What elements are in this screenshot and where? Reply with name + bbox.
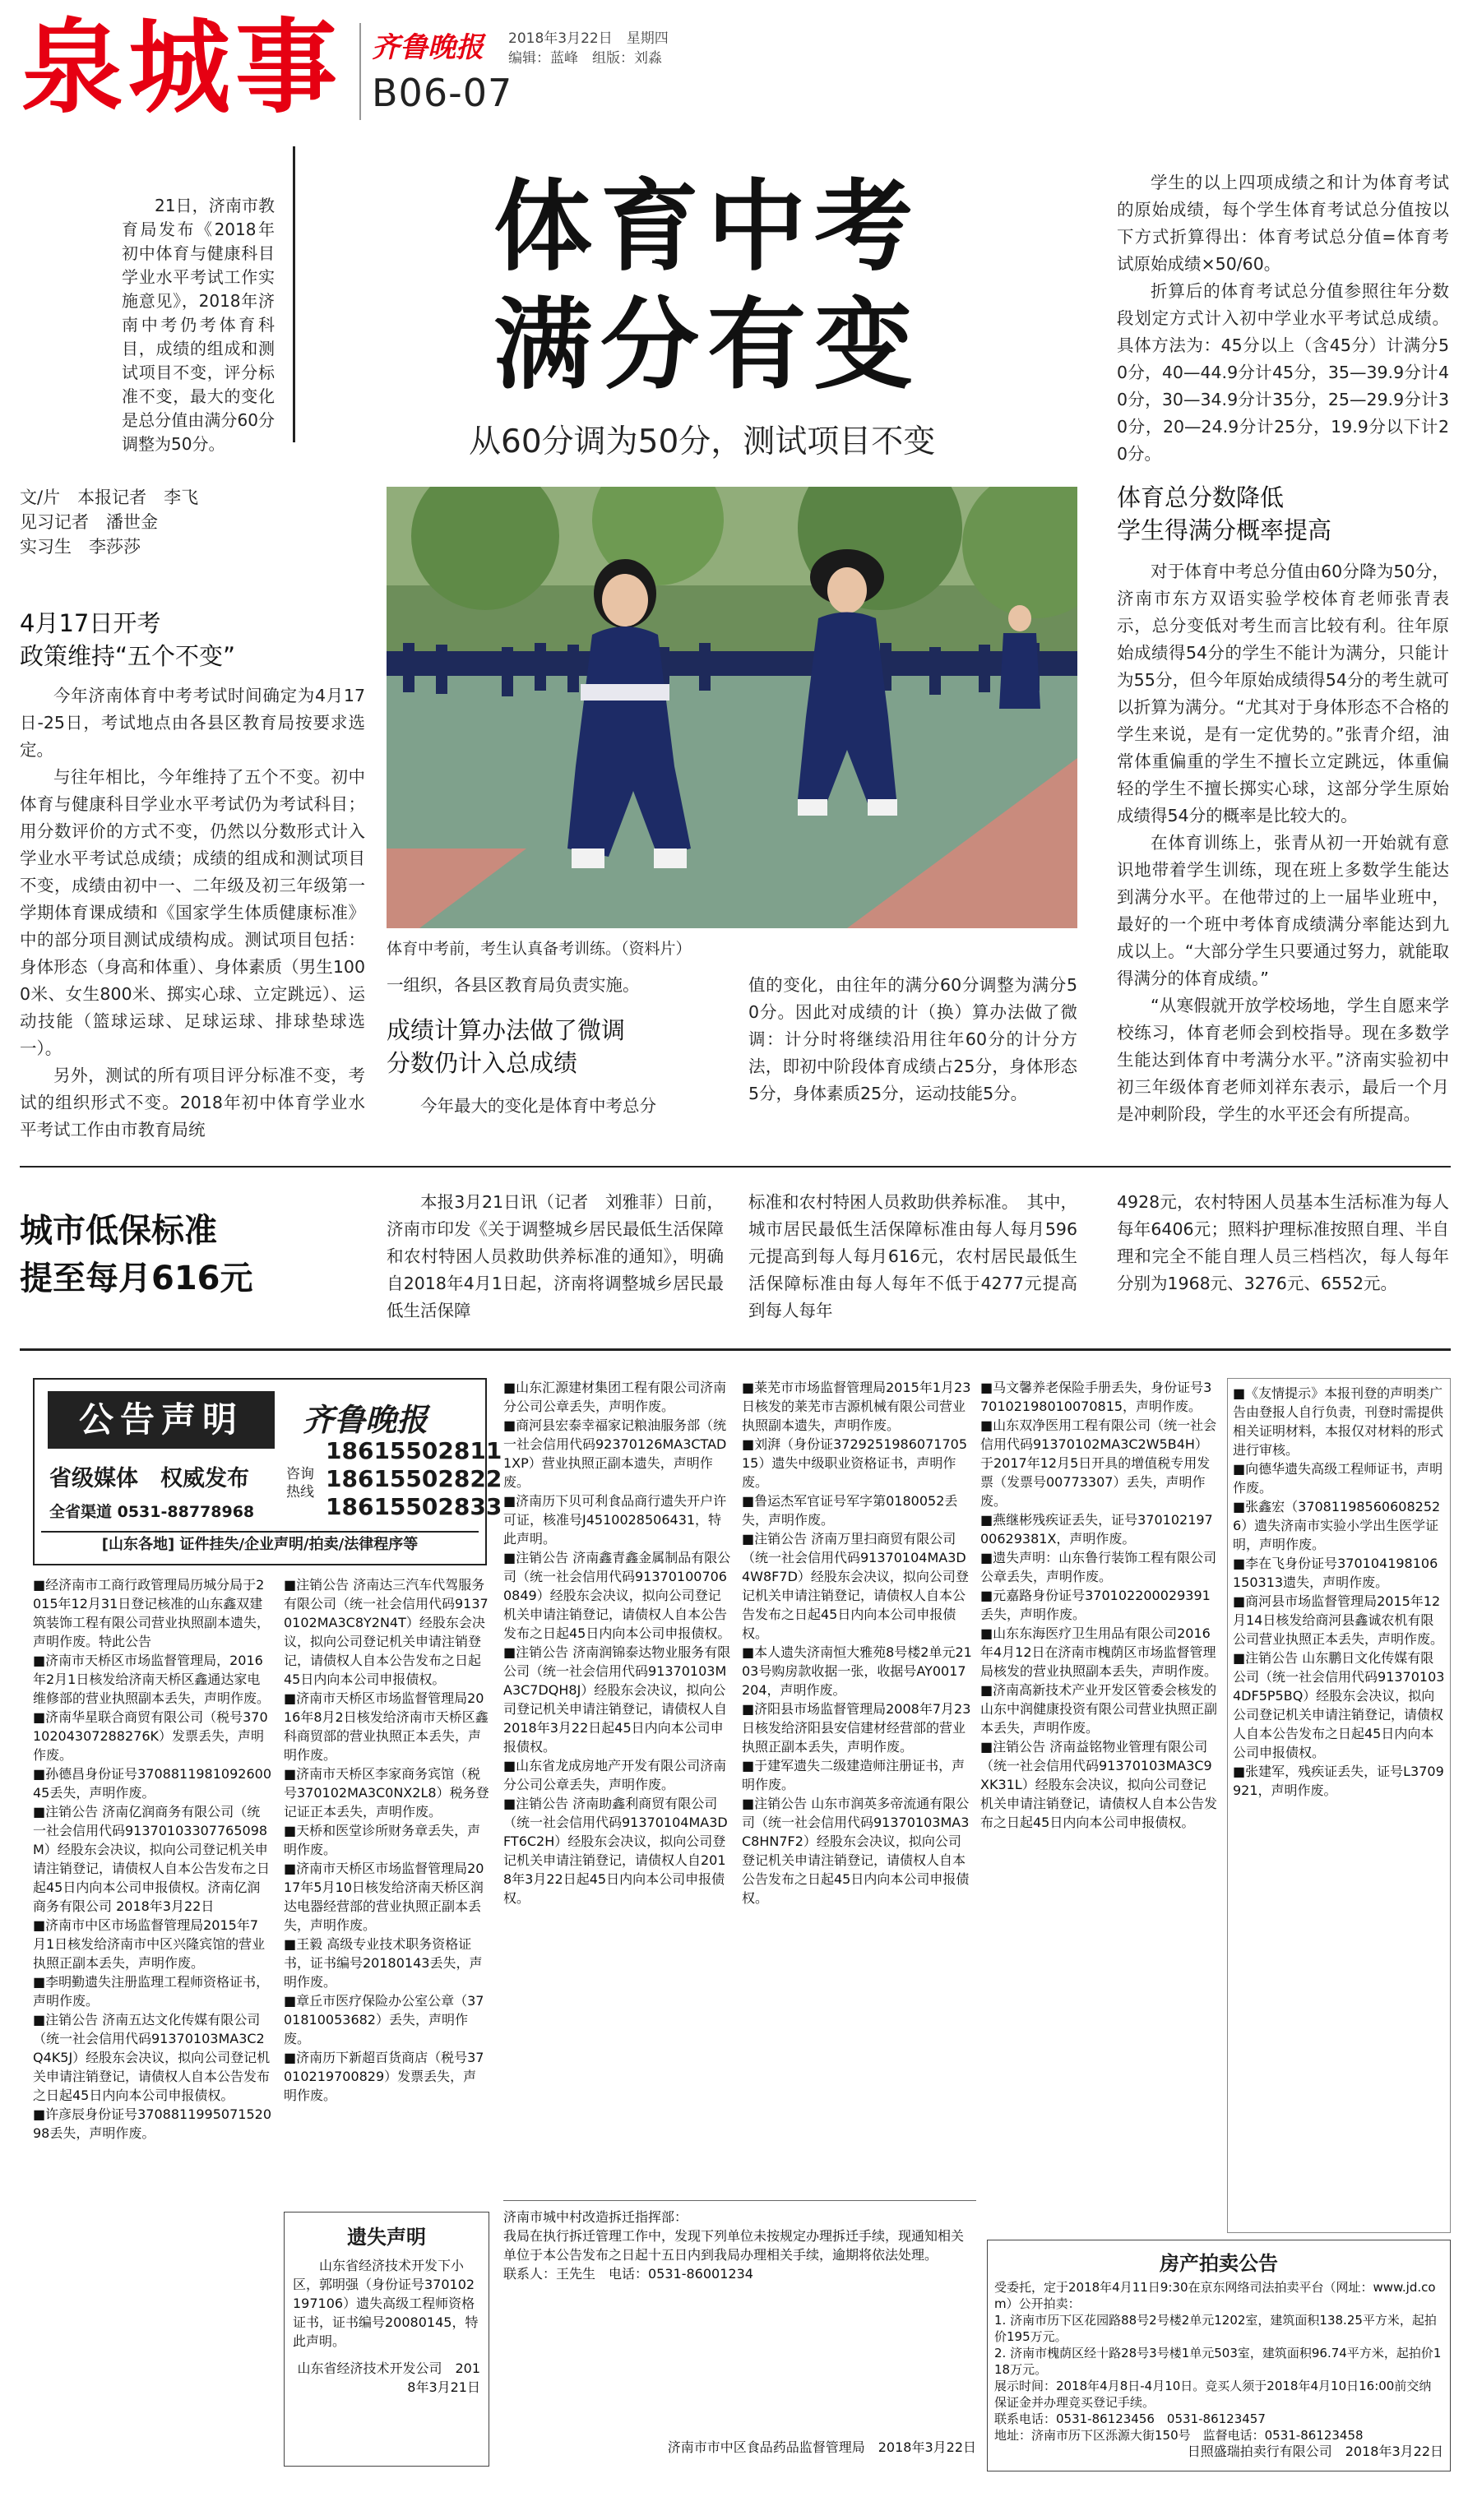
lead-rule [293, 146, 295, 442]
public-notice-body: 济南市城中村改造拆迁指挥部： 我局在执行拆迁管理工作中，发现下列单位未按规定办理拆迁手续，现通知相关单位于本公告发布之日起十五日内到我局办理相关手续，逾期将依法处理。 联系人：王先生 电话：0531-86001234 [503, 2209, 965, 2282]
right-subhead: 体育总分数降低 学生得满分概率提高 [1117, 483, 1332, 544]
editor-credits: 编辑：蓝峰 组版：刘淼 [508, 50, 662, 67]
column3 [748, 972, 1077, 1107]
column1-body [20, 682, 365, 1144]
paragraph: 与往年相比，今年维持了五个不变。初中体育与健康科目学业水平考试仍为考试科目；用分数评价的方式不变，仍然以分数形式计入学业水平考试总成绩；成绩的组成和测试项目不变，成绩由初中一、二年级及初三年级第一学期体育课成绩和《国家学生体质健康标准》中的部分项目测试成绩构成。测试项目包括：身体形态（身高和体重）、身体素质（男生1000米、女生800米、掷实心球、立定跳远）、运动技能（篮球运球、足球运球、排球垫球选一）。 [20, 767, 365, 1058]
column2 [387, 972, 715, 1120]
ad-column-3: ■山东汇源建材集团工程有限公司济南分公司公章丢失，声明作废。 ■商河县宏泰幸福家记粮油服务部（统一社会信用代码92370126MA3CTAD1XP）营业执照正副本遗失，声明作废。 ■济南历下贝可利食品商行遗失开户许可证，核准号J4510028506431，特此声明。 ■注销公告 济南鑫青鑫金属制品有限公司（统一社会信用代码913701007060849）经股东会决议，拟向公司登记机关申请注销登记，请债权人自本公告发布之日起45日内向本公司申报债权。 ■注销公告 济南润锦泰达物业服务有限公司（统一社会信用代码91370103MA3C7DQH8J）经股东会决议，拟向公司登记机关申请注销登记，请债权人自2018年3月22日起45日内向本公司申报债权。 ■山东省龙成房地产开发有限公司济南分公司公章丢失，声明作废。 ■注销公告 济南助鑫利商贸有限公司（统一社会信用代码91370104MA3DFT6C2H）经股东会决议，拟向公司登记机关申请注销登记，请债权人自2018年3月22日起45日内向本公司申报债权。 [503, 1380, 731, 1906]
lost-notice-body: 山东省经济技术开发下小区，郭明强（身份证号370102197106）遗失高级工程师资格证书，证书编号20080145，特此声明。 [293, 2258, 479, 2349]
masthead-divider [359, 23, 361, 120]
lost-notice-title: 遗失声明 [347, 2226, 426, 2249]
auction-box [987, 2240, 1451, 2471]
column2-subhead: 成绩计算办法做了微调 分数仍计入总成绩 [387, 1016, 626, 1077]
ad-inquiry-label: 咨询 热线 [286, 1466, 314, 1500]
column1-subhead: 4月17日开考 政策维持“五个不变” [20, 609, 236, 670]
headline-line-1: 体育中考 [493, 169, 921, 284]
news2-col2: 标准和农村特困人员救助供养标准。 其中，城市居民最低生活保障标准由每人每月596元提高到每人每月616元，农村居民最低生活保障标准由每人每年不低于4277元提高到每人每年 [748, 1192, 1077, 1320]
photo-caption: 体育中考前，考生认真备考训练。（资料片） [387, 940, 692, 958]
paragraph: 今年最大的变化是体育中考总分 [420, 1096, 656, 1116]
lost-notice-sign: 山东省经济技术开发公司 2018年3月21日 [297, 2360, 480, 2395]
ad-phone: 18615502811 [326, 1437, 502, 1464]
ad-header-label: 公告声明 [48, 1391, 275, 1449]
auction-sign: 日照盛瑞拍卖行有限公司 2018年3月22日 [1187, 2444, 1443, 2459]
ad-column-1: ■经济南市工商行政管理局历城分局于2015年12月31日登记核准的山东鑫双建筑装饰工程有限公司营业执照副本遗失，声明作废。特此公告 ■济南市天桥区市场监督管理局，2016年2月1日核发给济南天桥区鑫通达家电维修部的营业执照副本丢失，声明作废。 ■济南华星联合商贸有限公司（税号37010204307288276K）发票丢失，声明作废。 ■孙德昌身份证号370881198109260045丢失，声明作废。 ■注销公告 济南亿润商务有限公司（统一社会信用代码91370103307765098M）经股东会决议，拟向公司登记机关申请注销登记，请债权人自本公告发布之日起45日内向本公司申报债权。济南亿润商务有限公司 2018年3月22日 ■济南市中区市场监督管理局2015年7月1日核发给济南市中区兴隆宾馆的营业执照正副本丢失，声明作废。 ■李明勤遗失注册监理工程师资格证书，声明作废。 ■注销公告 济南五达文化传媒有限公司（统一社会信用代码91370103MA3C2Q4K5J）经股东会决议，拟向公司登记机关申请注销登记，请债权人自本公告发布之日起45日内向本公司申报债权。 ■许彦辰身份证号370881199507152098丢失，声明作废。 [33, 1577, 271, 2141]
ad-column-5: ■马文馨养老保险手册丢失，身份证号370102198010070815，声明作废。 ■山东双净医用工程有限公司（统一社会信用代码91370102MA3C2W5B4H）于2017年12月5日开具的增值税专用发票（发票号00773307）丢失，声明作废。 ■燕继彬残疾证丢失，证号37010219700629381X，声明作废。 ■遗失声明：山东鲁行装饰工程有限公司公章丢失，声明作废。 ■元嘉路身份证号370102200029391丢失，声明作废。 ■山东东海医疗卫生用品有限公司2016年4月12日在济南市槐荫区市场监督管理局核发的营业执照副本丢失，声明作废。 ■济南高新技术产业开发区管委会核发的山东中润健康投资有限公司营业执照正副本丢失，声明作废。 ■注销公告 济南益铭物业管理有限公司（统一社会信用代码91370103MA3C9XK31L）经股东会决议，拟向公司登记机关申请注销登记，请债权人自本公告发布之日起45日内向本公司申报债权。 [980, 1380, 1218, 1830]
ad-paper-logo: 齐鲁晚报 [303, 1401, 428, 1438]
paragraph: 另外，测试的所有项目评分标准不变，考试的组织形式不变。2018年初中体育学业水平考试工作由市教育局统 [20, 1066, 365, 1140]
news2-title: 城市低保标准 提至每月616元 [20, 1212, 253, 1297]
paragraph: 值的变化，由往年的满分60分调整为满分50分。因此对成绩的计（换）算办法做了微调：计分时将继续沿用往年60分的计分方法，即初中阶段体育成绩占25分，身体形态5分，身体素质25分，运动技能5分。 [748, 975, 1077, 1103]
paragraph: 学生的以上四项成绩之和计为体育考试的原始成绩，每个学生体育考试总分值按以下方式折算得出：体育考试总分值=体育考试原始成绩×50/60。 [1117, 173, 1449, 274]
ad-column-6: ■《友情提示》本报刊登的声明类广告由登报人自行负责，刊登时需提供相关证明材料，本报仅对材料的形式进行审核。 ■向德华遗失高级工程师证书，声明作废。 ■张鑫宏（370811985606082526）遗失济南市实验小学出生医学证明，声明作废。 ■李在飞身份证号370104198106150313遗失，声明作废。 ■商河县市场监督管理局2015年12月14日核发给商河县鑫诚农机有限公司营业执照正本丢失，声明作废。 ■注销公告 山东鹏日文化传媒有限公司（统一社会信用代码913701034DF5P5BQ）经股东会决议，拟向公司登记机关申请注销登记，请债权人自本公告发布之日起45日内向本公司申报债权。 ■张建军，残疾证丢失，证号L3709921，声明作废。 [1227, 1378, 1451, 2233]
ad-header-box [33, 1378, 502, 1565]
paper-logo: 齐鲁晚报 [372, 31, 484, 64]
photo-scene [387, 487, 1077, 928]
lead-paragraph: 21日，济南市教育局发布《2018年初中体育与健康科目学业水平考试工作实施意见》，2018年济南中考仍考体育科目，成绩的组成和测试项目不变，评分标准不变，最大的变化是总分值由满分60分调整为50分。 [122, 196, 275, 454]
right-column [1117, 169, 1449, 1128]
headline-subtitle: 从60分调为50分，测试项目不变 [469, 423, 936, 460]
byline-line: 文/片 本报记者 李飞 [20, 488, 199, 507]
auction-body: 受委托，定于2018年4月11日9:30在京东网络司法拍卖平台（网址：www.jd.com）公开拍卖： 1. 济南市历下区花园路88号2号楼2单元1202室，建筑面积138.25平方米，起拍价195万元。 2. 济南市槐荫区经十路28号3号楼1单元503室，建筑面积96.74平方米，起拍价118万元。 展示时间：2018年4月8日-4月10日。竞买人须于2018年4月10日16:00前交纳保证金并办理竞买登记手续。 联系电话：0531-86123456 0531-86123457 地址：济南市历下区泺源大街150号 监督电话：0531-86123458 [994, 2280, 1442, 2442]
paragraph: “从寒假就开放学校场地，学生自愿来学校练习，体育老师会到校指导。现在多数学生能达到体育中考满分水平。”济南实验初中初三年级体育老师刘祥东表示，最后一个月是冲刺阶段，学生的水平还会有所提高。 [1117, 996, 1449, 1124]
auction-title: 房产拍卖公告 [1160, 2252, 1278, 2275]
section-title: 泉城事 [21, 8, 343, 127]
paragraph: 对于体育中考总分值由60分降为50分，济南市东方双语实验学校体育老师张青表示，总分变低对考生而言比较有利。往年原始成绩得54分的学生不能计为满分，只能计为55分，但今年原始成绩得54分的考生就可以折算为满分。“尤其对于身体形态不合格的学生来说，是有一定优势的。”张青介绍，油常体重偏重的学生不擅长立定跳远，体重偏轻的学生不擅长掷实心球，这部分学生原始成绩得54分的概率是比较大的。 [1117, 562, 1449, 825]
headline-line-2: 满分有变 [493, 287, 921, 403]
ad-hotline: 全省渠道 0531-88778968 [49, 1503, 255, 1521]
paragraph: 折算后的体育考试总分值参照往年分数段划定方式计入初中学业水平考试总成绩。具体方法为：45分以上（含45分）计满分50分，40—44.9分计45分，35—39.9分计40分，30—34.9分计35分，25—29.9分计30分，20—24.9分计25分，19.9分以下计20分。 [1117, 281, 1449, 464]
ad-phone: 18615502833 [326, 1493, 502, 1520]
paragraph: 在体育训练上，张青从初一开始就有意识地带着学生训练，现在班上多数学生能达到满分水平。在他带过的上一届毕业班中，最好的一个班中考体育成绩满分率能达到九成以上。“大部分学生只要通过努力，就能取得满分的体育成绩。” [1117, 833, 1449, 988]
public-notice [503, 2200, 976, 2471]
section-rule [20, 1348, 1451, 1351]
issue-date: 2018年3月22日 星期四 [508, 30, 669, 47]
byline-line: 实习生 李莎莎 [20, 537, 141, 557]
ad-category-bar: [山东各地] 证件挂失/企业声明/拍卖/法律程序等 [41, 1531, 479, 1556]
paragraph: 一组织，各县区教育局负责实施。 [387, 975, 640, 995]
news2-col1: 本报3月21日讯（记者 刘雅菲）日前，济南市印发《关于调整城乡居民最低生活保障和农村特困人员救助供养标准的通知》，明确自2018年4月1日起，济南将调整城乡居民最低生活保障 [387, 1192, 724, 1320]
ad-slogan: 省级媒体 权威发布 [49, 1466, 249, 1491]
byline [20, 485, 266, 559]
paragraph: 今年济南体育中考考试时间确定为4月17日-25日，考试地点由各县区教育局按要求选定。 [20, 686, 365, 760]
public-notice-sign: 济南市市中区食品药品监督管理局 2018年3月22日 [667, 2439, 976, 2455]
byline-line: 见习记者 潘世金 [20, 512, 158, 532]
ad-column-2: ■注销公告 济南达三汽车代驾服务有限公司（统一社会信用代码91370102MA3C8Y2N4T）经股东会决议，拟向公司登记机关申请注销登记，请债权人自本公告发布之日起45日内向本公司申报债权。 ■济南市天桥区市场监督管理局2016年8月2日核发给济南市天桥区鑫科商贸部的营业执照正本丢失，声明作废。 ■济南市天桥区李家商务宾馆（税号370102MA3C0NX2L8）税务登记证正本丢失，声明作废。 ■天桥和医堂诊所财务章丢失，声明作废。 ■济南市天桥区市场监督管理局2017年5月10日核发给济南天桥区润达电器经营部的营业执照正副本丢失，声明作废。 ■王毅 高级专业技术职务资格证书，证书编号20180143丢失，声明作废。 ■章丘市医疗保险办公室公章（3701810053682）丢失，声明作废。 ■济南历下新超百货商店（税号37010219700829）发票丢失，声明作废。 [284, 1577, 489, 2103]
section-rule [20, 1166, 1451, 1168]
ad-phone: 18615502822 [326, 1465, 502, 1492]
lost-notice-box [284, 2212, 489, 2467]
news-photo [387, 487, 1077, 928]
page-number: B06-07 [372, 71, 513, 115]
ad-column-4: ■莱芜市市场监督管理局2015年1月23日核发的莱芜市吉源机械有限公司营业执照副本遗失，声明作废。 ■刘湃（身份证372925198607170515）遗失中级职业资格证书，声明作废。 ■鲁运杰军官证号军字第0180052丢失，声明作废。 ■注销公告 济南万里扫商贸有限公司（统一社会信用代码91370104MA3D4W8F7D）经股东会决议，拟向公司登记机关申请注销登记，请债权人自本公告发布之日起45日内向本公司申报债权。 ■本人遗失济南恒大雅苑8号楼2单元2103号购房款收据一张，收据号AY0017204，声明作废。 ■济阳县市场监督管理局2008年7月23日核发给济阳县安信建材经营部的营业执照正副本丢失，声明作废。 ■于建军遗失二级建造师注册证书，声明作废。 ■注销公告 山东市润英多帝流通有限公司（统一社会信用代码91370103MA3C8HN7F2）经股东会决议，拟向公司登记机关申请注销登记，请债权人自本公告发布之日起45日内向本公司申报债权。 [742, 1380, 972, 1906]
news2-col3: 4928元，农村特困人员基本生活标准为每人每年6406元；照料护理标准按照自理、半自理和完全不能自理人员三档档次，每人每年分别为1968元、3276元、6552元。 [1117, 1192, 1449, 1293]
